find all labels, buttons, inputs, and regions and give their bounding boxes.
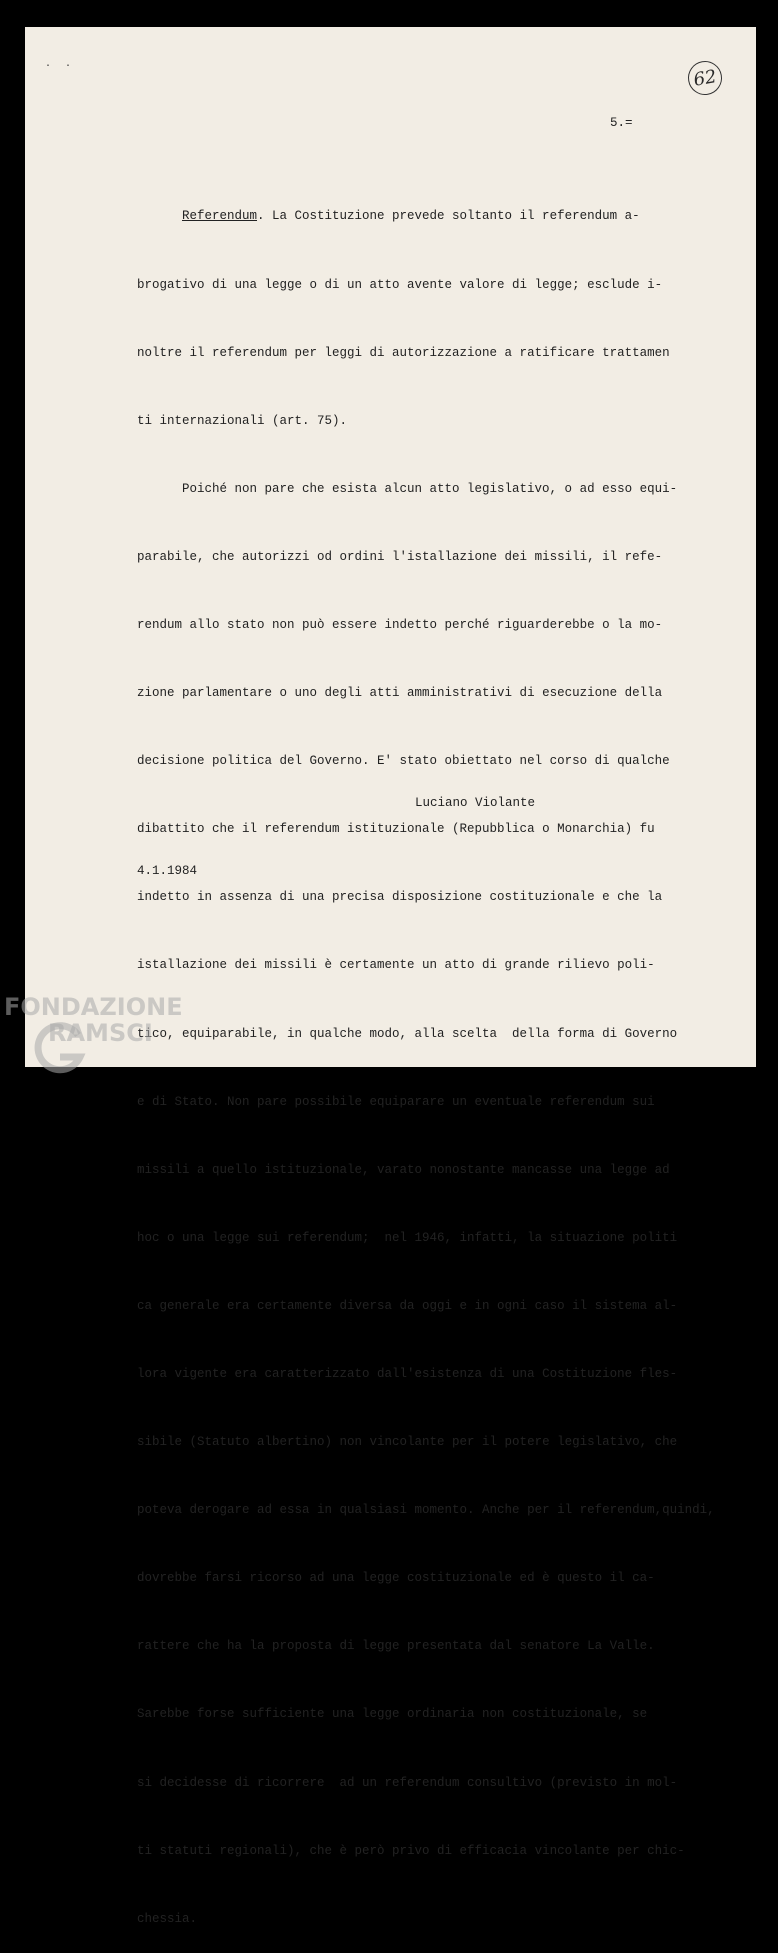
- text-line: ti internazionali (art. 75).: [137, 413, 348, 428]
- text-line: decisione politica del Governo. E' stato obiettato nel corso di qualche: [137, 754, 670, 769]
- signature-name: Luciano Violante: [415, 796, 536, 810]
- text-line: missili a quello istituzionale, varato nonostante mancasse una legge ad: [137, 1162, 670, 1177]
- text-line: Sarebbe forse sufficiente una legge ordinaria non costituzionale, se: [137, 1707, 648, 1722]
- folio-number: 62: [685, 58, 724, 97]
- text-line: brogativo di una legge o di un atto avente valore di legge; esclude i-: [137, 277, 663, 292]
- text-line: dovrebbe farsi ricorso ad una legge costituzionale ed è questo il ca-: [137, 1571, 655, 1586]
- fondazione-gramsci-watermark: [4, 995, 183, 1045]
- text-line: indetto in assenza di una precisa disposizione costituzionale e che la: [137, 890, 663, 905]
- body-text: [137, 160, 737, 1953]
- text-line: poteva derogare ad essa in qualsiasi momento. Anche per il referendum,quindi,: [137, 1503, 715, 1518]
- watermark-line-2: RAMSCI: [48, 1019, 153, 1047]
- text-line: e di Stato. Non pare possibile equiparare un eventuale referendum sui: [137, 1094, 655, 1109]
- text-line: Referendum. La Costituzione prevede soltanto il referendum a-: [182, 209, 640, 224]
- page-number: 5.=: [610, 116, 633, 130]
- text-line: hoc o una legge sui referendum; nel 1946, infatti, la situazione politi: [137, 1230, 678, 1245]
- text-line: rattere che ha la proposta di legge presentata dal senatore La Valle.: [137, 1639, 655, 1654]
- scan-specks: ··: [45, 61, 86, 72]
- text-line: noltre il referendum per leggi di autorizzazione a ratificare trattamen: [137, 345, 670, 360]
- text-line: zione parlamentare o uno degli atti amministrativi di esecuzione della: [137, 686, 663, 701]
- text-line: rendum allo stato non può essere indetto perché riguarderebbe o la mo-: [137, 617, 663, 632]
- text-line: parabile, che autorizzi od ordini l'istallazione dei missili, il refe-: [137, 549, 663, 564]
- text-line: ca generale era certamente diversa da oggi e in ogni caso il sistema al-: [137, 1298, 678, 1313]
- text-line: chessia.: [137, 1911, 198, 1926]
- text-line: lora vigente era caratterizzato dall'esistenza di una Costituzione fles-: [137, 1367, 678, 1381]
- text-line: si decidesse di ricorrere ad un referendum consultivo (previsto in mol-: [137, 1775, 678, 1790]
- lead-word-referendum: Referendum: [182, 209, 258, 224]
- text-line: istallazione dei missili è certamente un atto di grande rilievo poli-: [137, 958, 655, 973]
- watermark-line-1: FONDAZIONE: [4, 993, 183, 1021]
- text-line: dibattito che il referendum istituzionale (Repubblica o Monarchia) fu: [137, 822, 655, 837]
- text-line: Poiché non pare che esista alcun atto legislativo, o ad esso equi-: [182, 481, 678, 496]
- text-line: ti statuti regionali), che è però privo di efficacia vincolante per chic-: [137, 1843, 685, 1858]
- text-line: tico, equiparabile, in qualche modo, alla scelta della forma di Governo: [137, 1026, 678, 1041]
- document-date: 4.1.1984: [137, 864, 198, 878]
- watermark-g-logo-icon: [30, 1021, 90, 1077]
- text-line: sibile (Statuto albertino) non vincolante per il potere legislativo, che: [137, 1435, 678, 1450]
